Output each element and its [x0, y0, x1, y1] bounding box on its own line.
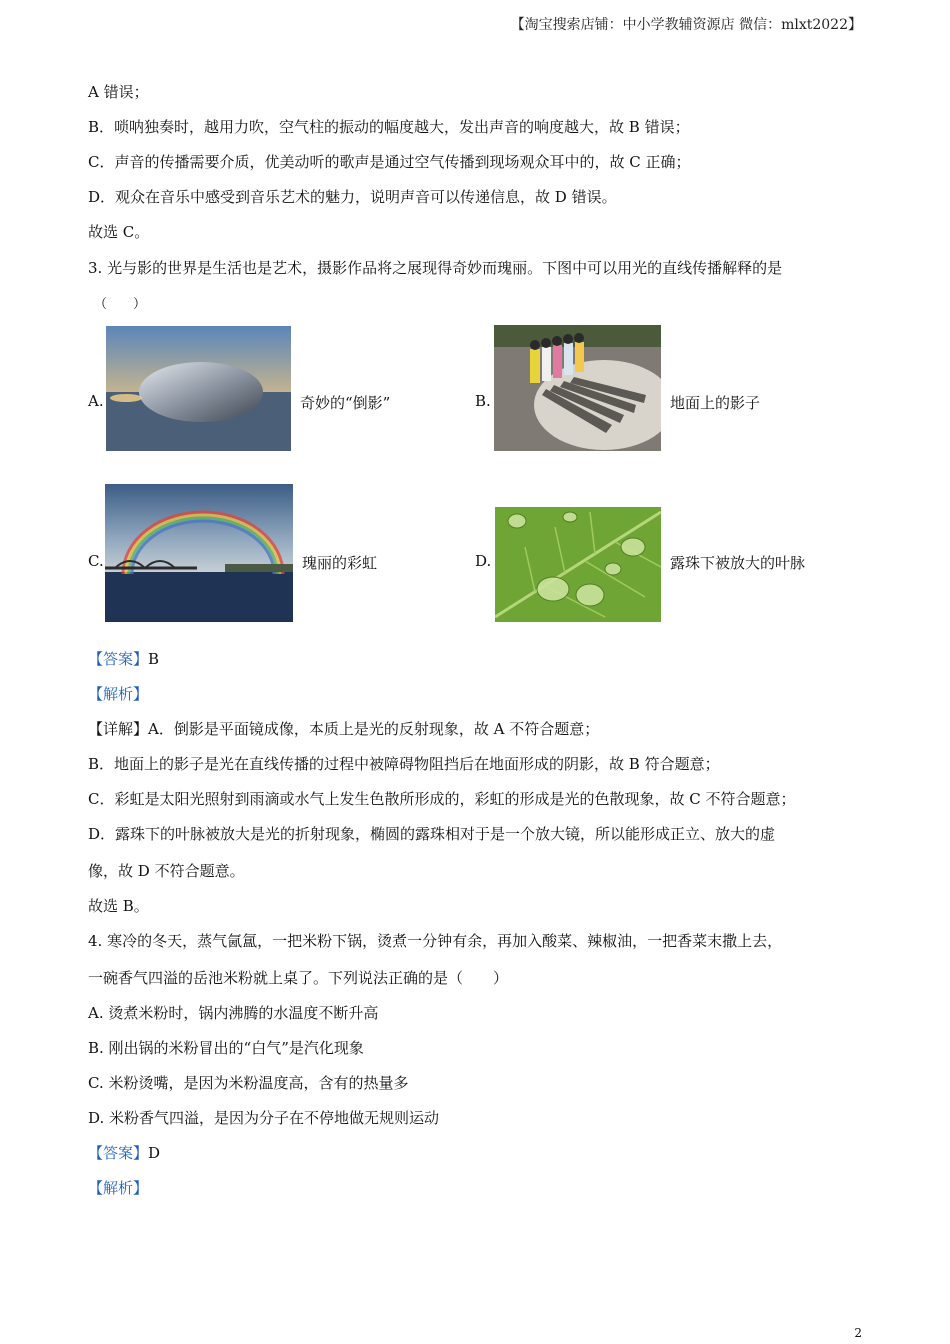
- q4-option-b: B. 刚出锅的米粉冒出的“白气”是汽化现象: [88, 1039, 364, 1057]
- detail-a-text: A．倒影是平面镜成像，本质上是光的反射现象，故 A 不符合题意；: [148, 720, 600, 738]
- q4-stem-2: 一碗香气四溢的岳池米粉就上桌了。下列说法正确的是（ ）: [88, 969, 509, 987]
- option-a-caption: 奇妙的“倒影”: [300, 394, 391, 412]
- q3-detail-a: [88, 719, 599, 739]
- q3-detail-d1: D．露珠下的叶脉被放大是光的折射现象，椭圆的露珠相对于是一个放大镜，所以能形成正立、放大的虚: [88, 825, 776, 843]
- answer-value: B: [148, 650, 160, 668]
- option-a-letter: A.: [88, 392, 104, 410]
- q3-answer: [88, 649, 159, 669]
- option-d-image: [495, 507, 661, 622]
- q2-analysis-b: B．唢呐独奏时，越用力吹，空气柱的振动的幅度越大，发出声音的响度越大，故 B 错误；: [88, 118, 690, 136]
- option-b-letter: B.: [475, 392, 491, 410]
- option-c-caption: 瑰丽的彩虹: [302, 554, 378, 572]
- detail-tag: 【详解】: [88, 720, 149, 738]
- q4-answer: [88, 1143, 160, 1163]
- q4-option-d: D. 米粉香气四溢，是因为分子在不停地做无规则运动: [88, 1109, 440, 1127]
- q3-paren: （ ）: [94, 297, 147, 312]
- answer-tag: 【答案】: [88, 650, 149, 668]
- option-c-letter: C.: [88, 552, 104, 570]
- option-c-image: [105, 484, 293, 622]
- q3-choice: 故选 B。: [88, 897, 149, 915]
- q2-choice: 故选 C。: [88, 223, 150, 241]
- q4-stem-1: 4. 寒冷的冬天，蒸气氤氲，一把米粉下锅，烫煮一分钟有余，再加入酸菜、辣椒油，一把香菜末撒上去，: [88, 932, 783, 950]
- option-d-letter: D.: [475, 552, 492, 570]
- option-b-caption: 地面上的影子: [670, 394, 761, 412]
- analysis-tag: 【解析】: [88, 1179, 149, 1197]
- q2-analysis-c: C．声音的传播需要介质，优美动听的歌声是通过空气传播到现场观众耳中的，故 C 正确；: [88, 153, 691, 171]
- q3-detail-b: B．地面上的影子是光在直线传播的过程中被障碍物阻挡后在地面形成的阴影，故 B 符合题意；: [88, 755, 720, 773]
- q3-detail-c: C．彩虹是太阳光照射到雨滴或水气上发生色散所形成的，彩虹的形成是光的色散现象，故 C 不符合题意；: [88, 790, 796, 808]
- q4-option-a: A. 烫煮米粉时，锅内沸腾的水温度不断升高: [88, 1004, 379, 1022]
- answer-value: D: [148, 1144, 161, 1162]
- q3-analysis-tag: [88, 684, 148, 704]
- q2-analysis-d: D．观众在音乐中感受到音乐艺术的魅力，说明声音可以传递信息，故 D 错误。: [88, 188, 617, 206]
- option-b-image: [494, 325, 661, 451]
- q2-analysis-a: A 错误；: [88, 83, 149, 101]
- q4-option-c: C. 米粉烫嘴，是因为米粉温度高，含有的热量多: [88, 1074, 409, 1092]
- option-a-image: [106, 326, 291, 451]
- q3-stem: 3. 光与影的世界是生活也是艺术，摄影作品将之展现得奇妙而瑰丽。下图中可以用光的直线传播解释的是: [88, 259, 783, 277]
- q4-analysis-tag: [88, 1178, 148, 1198]
- q3-detail-d2: 像，故 D 不符合题意。: [88, 862, 245, 880]
- analysis-tag: 【解析】: [88, 685, 149, 703]
- option-d-caption: 露珠下被放大的叶脉: [670, 554, 806, 572]
- answer-tag: 【答案】: [88, 1144, 149, 1162]
- page-number: 2: [854, 1326, 862, 1340]
- page-header: 【淘宝搜索店铺：中小学教辅资源店 微信：mlxt2022】: [510, 17, 862, 33]
